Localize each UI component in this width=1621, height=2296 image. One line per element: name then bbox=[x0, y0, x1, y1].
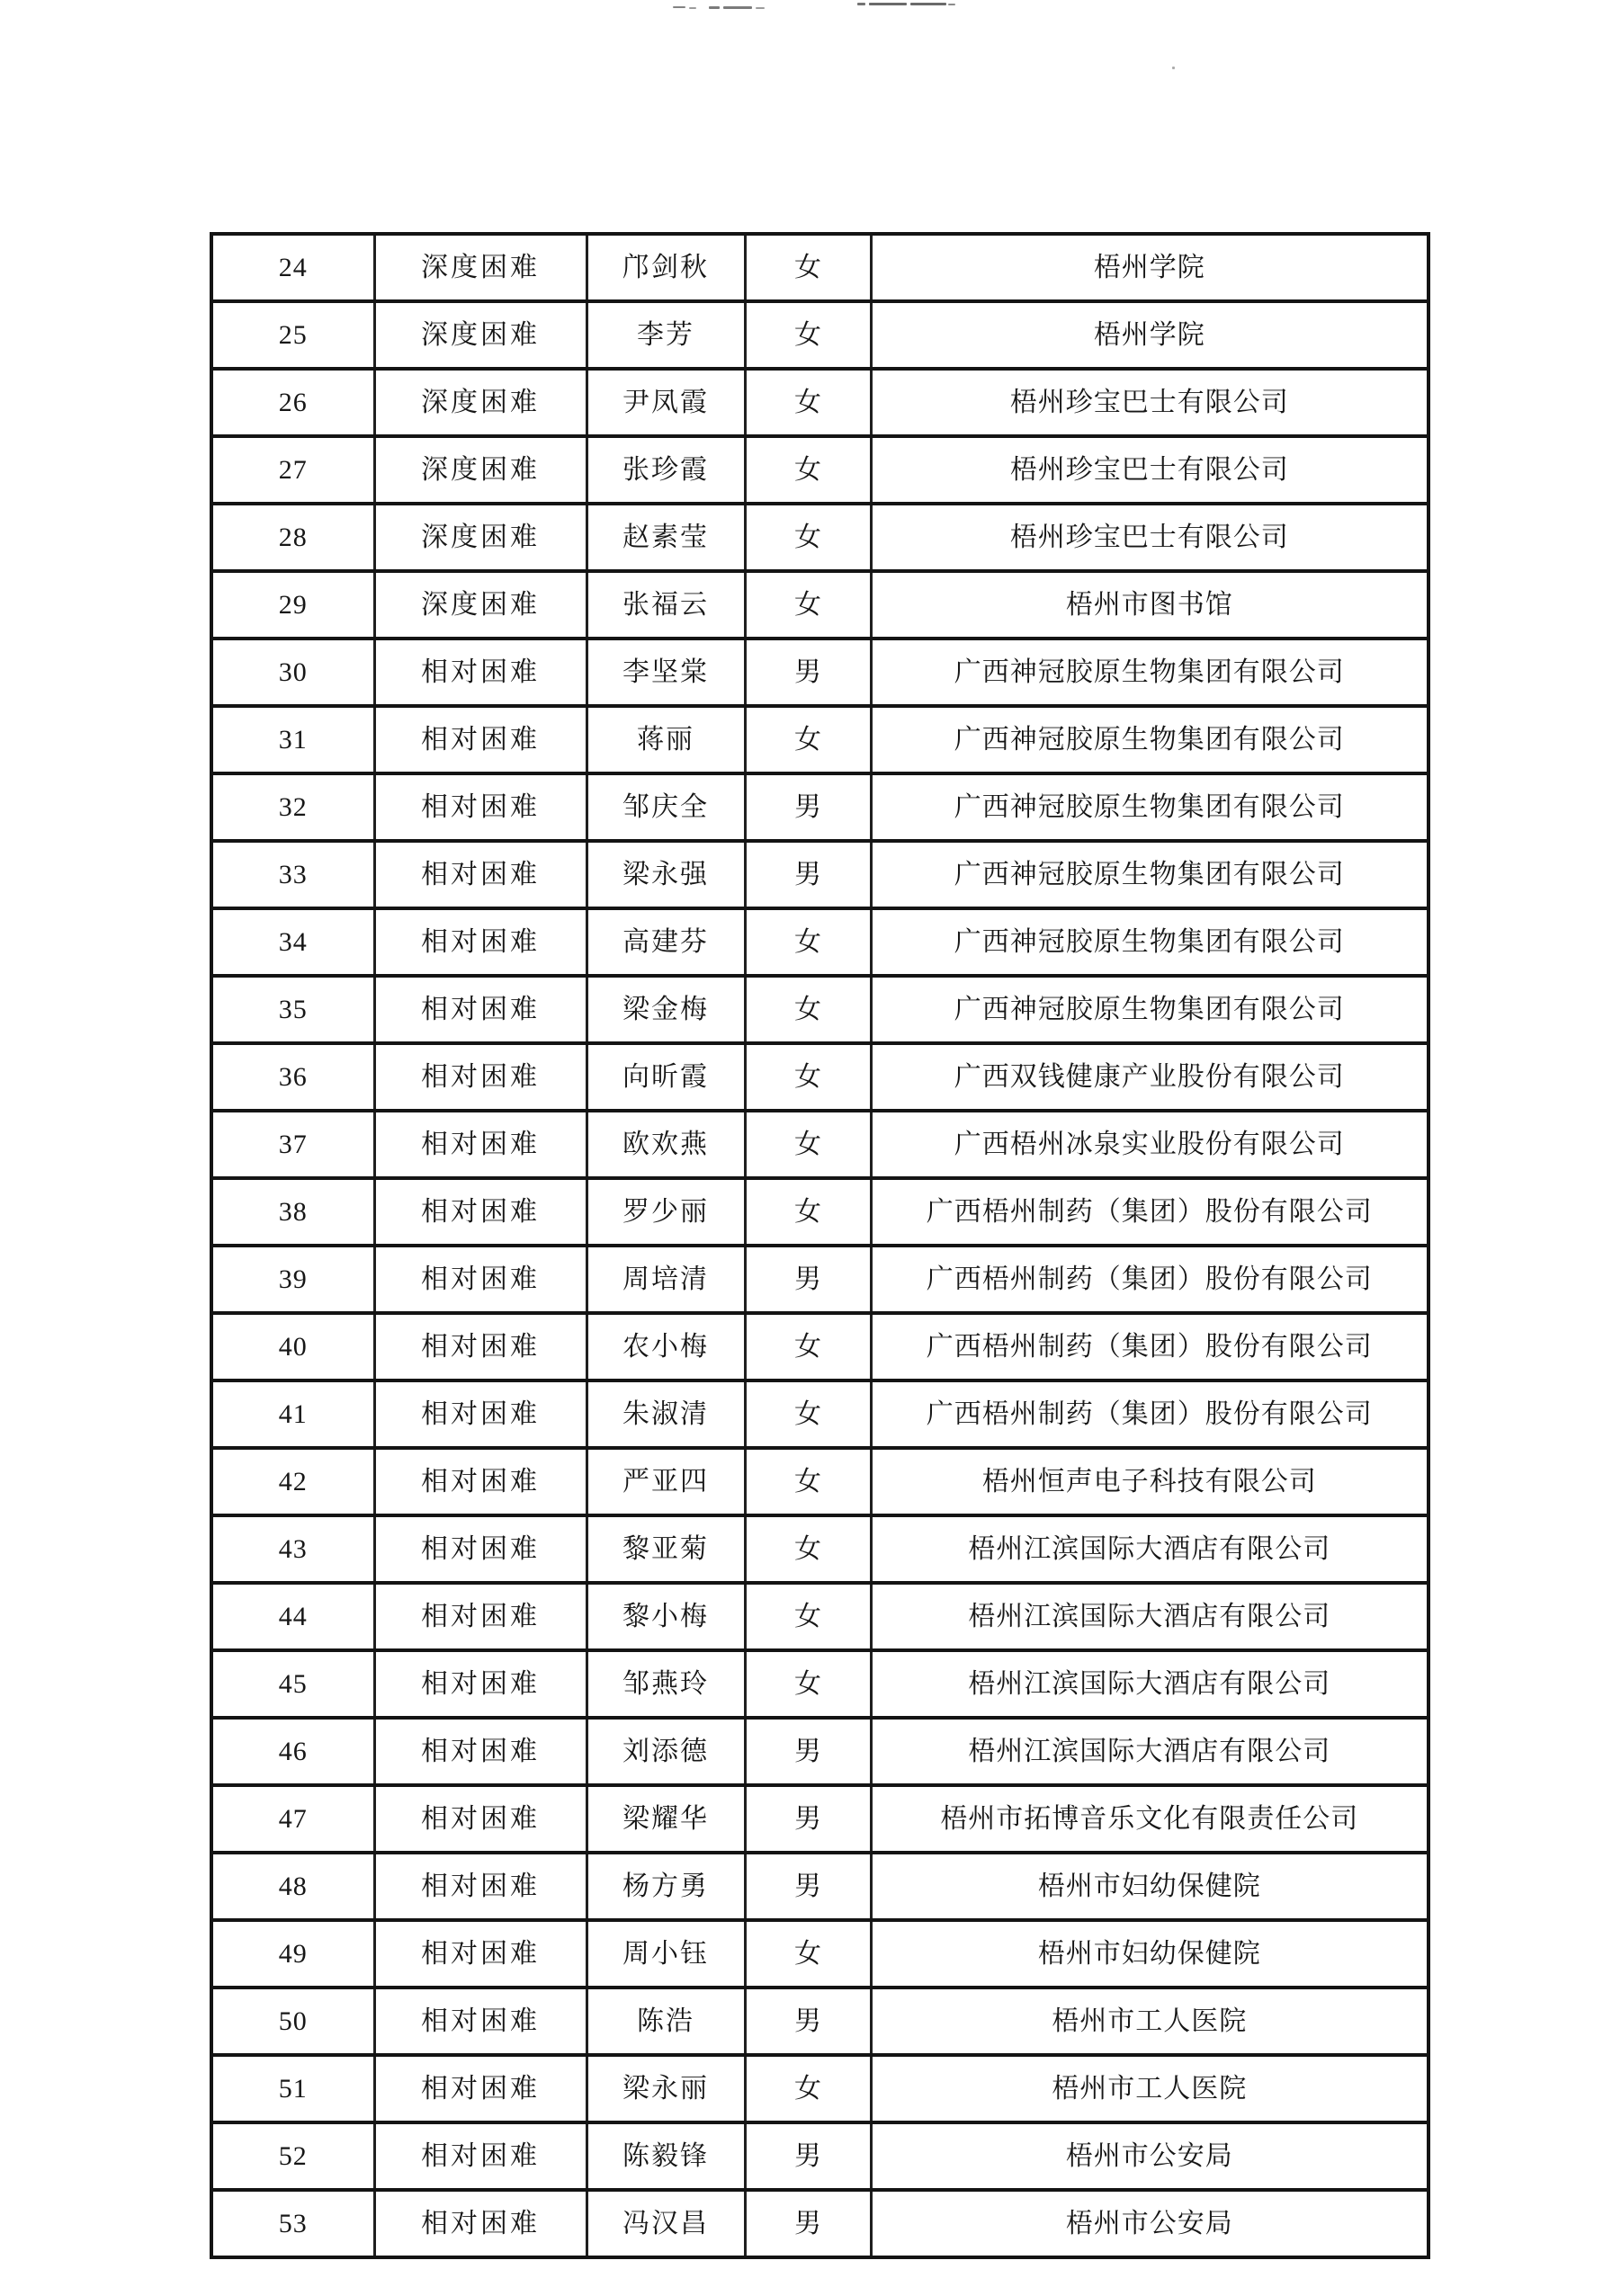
serial-cell: 51 bbox=[211, 2055, 374, 2122]
name-cell: 冯汉昌 bbox=[587, 2190, 745, 2257]
serial-cell: 36 bbox=[211, 1043, 374, 1111]
serial-cell: 39 bbox=[211, 1246, 374, 1313]
employer-cell: 梧州市工人医院 bbox=[871, 2055, 1428, 2122]
difficulty-cell: 相对困难 bbox=[374, 1515, 587, 1583]
gender-cell: 女 bbox=[745, 706, 871, 773]
scan-artifact bbox=[869, 3, 907, 5]
gender-cell: 男 bbox=[745, 1718, 871, 1785]
serial-cell: 42 bbox=[211, 1448, 374, 1515]
employer-cell: 梧州学院 bbox=[871, 301, 1428, 369]
name-cell: 邹庆全 bbox=[587, 773, 745, 841]
difficulty-cell: 相对困难 bbox=[374, 1448, 587, 1515]
difficulty-cell: 相对困难 bbox=[374, 2122, 587, 2190]
name-cell: 梁永丽 bbox=[587, 2055, 745, 2122]
serial-cell: 53 bbox=[211, 2190, 374, 2257]
serial-cell: 27 bbox=[211, 436, 374, 504]
serial-cell: 26 bbox=[211, 369, 374, 436]
serial-cell: 37 bbox=[211, 1111, 374, 1178]
gender-cell: 男 bbox=[745, 773, 871, 841]
difficulty-cell: 深度困难 bbox=[374, 571, 587, 639]
employer-cell: 梧州市妇幼保健院 bbox=[871, 1853, 1428, 1920]
serial-cell: 33 bbox=[211, 841, 374, 908]
name-cell: 张福云 bbox=[587, 571, 745, 639]
gender-cell: 女 bbox=[745, 504, 871, 571]
table-row bbox=[211, 1380, 1428, 1448]
scan-artifact bbox=[673, 6, 685, 8]
gender-cell: 男 bbox=[745, 2190, 871, 2257]
name-cell: 梁耀华 bbox=[587, 1785, 745, 1853]
table-row bbox=[211, 1448, 1428, 1515]
employer-cell: 广西梧州制药（集团）股份有限公司 bbox=[871, 1313, 1428, 1380]
serial-cell: 38 bbox=[211, 1178, 374, 1246]
scan-artifact bbox=[948, 4, 955, 5]
employer-cell: 梧州市公安局 bbox=[871, 2190, 1428, 2257]
table-row bbox=[211, 1718, 1428, 1785]
difficulty-cell: 深度困难 bbox=[374, 369, 587, 436]
serial-cell: 49 bbox=[211, 1920, 374, 1988]
employer-cell: 梧州恒声电子科技有限公司 bbox=[871, 1448, 1428, 1515]
serial-cell: 25 bbox=[211, 301, 374, 369]
serial-cell: 35 bbox=[211, 976, 374, 1043]
roster-table-body bbox=[211, 234, 1428, 2257]
table-row bbox=[211, 1988, 1428, 2055]
name-cell: 农小梅 bbox=[587, 1313, 745, 1380]
serial-cell: 43 bbox=[211, 1515, 374, 1583]
name-cell: 罗少丽 bbox=[587, 1178, 745, 1246]
gender-cell: 女 bbox=[745, 1313, 871, 1380]
gender-cell: 女 bbox=[745, 1178, 871, 1246]
table-row bbox=[211, 1043, 1428, 1111]
difficulty-cell: 相对困难 bbox=[374, 639, 587, 706]
employer-cell: 广西神冠胶原生物集团有限公司 bbox=[871, 773, 1428, 841]
difficulty-cell: 相对困难 bbox=[374, 1853, 587, 1920]
table-row bbox=[211, 1111, 1428, 1178]
name-cell: 李坚棠 bbox=[587, 639, 745, 706]
employer-cell: 广西双钱健康产业股份有限公司 bbox=[871, 1043, 1428, 1111]
difficulty-cell: 相对困难 bbox=[374, 1718, 587, 1785]
table-row bbox=[211, 1785, 1428, 1853]
serial-cell: 32 bbox=[211, 773, 374, 841]
gender-cell: 女 bbox=[745, 436, 871, 504]
employer-cell: 广西神冠胶原生物集团有限公司 bbox=[871, 639, 1428, 706]
gender-cell: 女 bbox=[745, 2055, 871, 2122]
employer-cell: 梧州珍宝巴士有限公司 bbox=[871, 504, 1428, 571]
table-row bbox=[211, 234, 1428, 301]
employer-cell: 梧州江滨国际大酒店有限公司 bbox=[871, 1583, 1428, 1650]
difficulty-cell: 相对困难 bbox=[374, 841, 587, 908]
employer-cell: 广西神冠胶原生物集团有限公司 bbox=[871, 976, 1428, 1043]
difficulty-cell: 相对困难 bbox=[374, 1178, 587, 1246]
table-row bbox=[211, 1515, 1428, 1583]
serial-cell: 50 bbox=[211, 1988, 374, 2055]
scan-artifact bbox=[756, 7, 765, 9]
table-row bbox=[211, 571, 1428, 639]
gender-cell: 男 bbox=[745, 841, 871, 908]
table-row bbox=[211, 504, 1428, 571]
name-cell: 邝剑秋 bbox=[587, 234, 745, 301]
gender-cell: 女 bbox=[745, 571, 871, 639]
difficulty-cell: 相对困难 bbox=[374, 1380, 587, 1448]
serial-cell: 45 bbox=[211, 1650, 374, 1718]
employer-cell: 广西神冠胶原生物集团有限公司 bbox=[871, 706, 1428, 773]
serial-cell: 24 bbox=[211, 234, 374, 301]
serial-cell: 34 bbox=[211, 908, 374, 976]
table-row bbox=[211, 1853, 1428, 1920]
difficulty-cell: 相对困难 bbox=[374, 1920, 587, 1988]
employer-cell: 梧州江滨国际大酒店有限公司 bbox=[871, 1650, 1428, 1718]
employer-cell: 广西梧州制药（集团）股份有限公司 bbox=[871, 1246, 1428, 1313]
table-row bbox=[211, 2190, 1428, 2257]
table-row bbox=[211, 1920, 1428, 1988]
table-row bbox=[211, 841, 1428, 908]
gender-cell: 女 bbox=[745, 976, 871, 1043]
subsidy-roster-table bbox=[210, 232, 1430, 2259]
difficulty-cell: 相对困难 bbox=[374, 908, 587, 976]
serial-cell: 28 bbox=[211, 504, 374, 571]
table-row bbox=[211, 1246, 1428, 1313]
table-row bbox=[211, 706, 1428, 773]
gender-cell: 女 bbox=[745, 1448, 871, 1515]
employer-cell: 梧州江滨国际大酒店有限公司 bbox=[871, 1515, 1428, 1583]
name-cell: 蒋丽 bbox=[587, 706, 745, 773]
name-cell: 李芳 bbox=[587, 301, 745, 369]
difficulty-cell: 深度困难 bbox=[374, 504, 587, 571]
table-row bbox=[211, 2055, 1428, 2122]
table-row bbox=[211, 301, 1428, 369]
table-row bbox=[211, 2122, 1428, 2190]
difficulty-cell: 相对困难 bbox=[374, 1313, 587, 1380]
table-row bbox=[211, 773, 1428, 841]
employer-cell: 梧州市公安局 bbox=[871, 2122, 1428, 2190]
scan-artifact bbox=[689, 7, 696, 9]
serial-cell: 47 bbox=[211, 1785, 374, 1853]
table-row bbox=[211, 436, 1428, 504]
difficulty-cell: 深度困难 bbox=[374, 436, 587, 504]
gender-cell: 男 bbox=[745, 639, 871, 706]
name-cell: 周培清 bbox=[587, 1246, 745, 1313]
difficulty-cell: 相对困难 bbox=[374, 1043, 587, 1111]
difficulty-cell: 相对困难 bbox=[374, 2190, 587, 2257]
gender-cell: 女 bbox=[745, 1111, 871, 1178]
name-cell: 严亚四 bbox=[587, 1448, 745, 1515]
table-row bbox=[211, 369, 1428, 436]
name-cell: 陈浩 bbox=[587, 1988, 745, 2055]
scan-artifact bbox=[1172, 67, 1175, 69]
gender-cell: 男 bbox=[745, 1853, 871, 1920]
serial-cell: 41 bbox=[211, 1380, 374, 1448]
serial-cell: 48 bbox=[211, 1853, 374, 1920]
name-cell: 赵素莹 bbox=[587, 504, 745, 571]
table-row bbox=[211, 1583, 1428, 1650]
difficulty-cell: 相对困难 bbox=[374, 1583, 587, 1650]
gender-cell: 男 bbox=[745, 1988, 871, 2055]
scan-artifact bbox=[709, 6, 720, 9]
name-cell: 尹凤霞 bbox=[587, 369, 745, 436]
table-row bbox=[211, 908, 1428, 976]
difficulty-cell: 深度困难 bbox=[374, 301, 587, 369]
gender-cell: 女 bbox=[745, 301, 871, 369]
difficulty-cell: 深度困难 bbox=[374, 234, 587, 301]
table-row bbox=[211, 976, 1428, 1043]
name-cell: 刘添德 bbox=[587, 1718, 745, 1785]
name-cell: 黎亚菊 bbox=[587, 1515, 745, 1583]
name-cell: 周小钰 bbox=[587, 1920, 745, 1988]
gender-cell: 男 bbox=[745, 1785, 871, 1853]
serial-cell: 30 bbox=[211, 639, 374, 706]
name-cell: 欧欢燕 bbox=[587, 1111, 745, 1178]
name-cell: 邹燕玲 bbox=[587, 1650, 745, 1718]
difficulty-cell: 相对困难 bbox=[374, 1785, 587, 1853]
gender-cell: 女 bbox=[745, 1650, 871, 1718]
employer-cell: 广西神冠胶原生物集团有限公司 bbox=[871, 908, 1428, 976]
difficulty-cell: 相对困难 bbox=[374, 1246, 587, 1313]
serial-cell: 46 bbox=[211, 1718, 374, 1785]
serial-cell: 31 bbox=[211, 706, 374, 773]
name-cell: 黎小梅 bbox=[587, 1583, 745, 1650]
difficulty-cell: 相对困难 bbox=[374, 706, 587, 773]
serial-cell: 52 bbox=[211, 2122, 374, 2190]
table-row bbox=[211, 639, 1428, 706]
difficulty-cell: 相对困难 bbox=[374, 1111, 587, 1178]
gender-cell: 女 bbox=[745, 1583, 871, 1650]
name-cell: 朱淑清 bbox=[587, 1380, 745, 1448]
name-cell: 高建芬 bbox=[587, 908, 745, 976]
name-cell: 陈毅锋 bbox=[587, 2122, 745, 2190]
gender-cell: 女 bbox=[745, 908, 871, 976]
employer-cell: 梧州学院 bbox=[871, 234, 1428, 301]
difficulty-cell: 相对困难 bbox=[374, 1650, 587, 1718]
scan-artifact bbox=[857, 3, 865, 5]
serial-cell: 44 bbox=[211, 1583, 374, 1650]
gender-cell: 女 bbox=[745, 234, 871, 301]
employer-cell: 梧州市工人医院 bbox=[871, 1988, 1428, 2055]
difficulty-cell: 相对困难 bbox=[374, 773, 587, 841]
gender-cell: 男 bbox=[745, 2122, 871, 2190]
table-row bbox=[211, 1313, 1428, 1380]
table-row bbox=[211, 1650, 1428, 1718]
scan-artifact bbox=[723, 6, 752, 9]
gender-cell: 女 bbox=[745, 1920, 871, 1988]
gender-cell: 女 bbox=[745, 1043, 871, 1111]
difficulty-cell: 相对困难 bbox=[374, 976, 587, 1043]
employer-cell: 梧州市拓博音乐文化有限责任公司 bbox=[871, 1785, 1428, 1853]
gender-cell: 男 bbox=[745, 1246, 871, 1313]
employer-cell: 梧州珍宝巴士有限公司 bbox=[871, 436, 1428, 504]
gender-cell: 女 bbox=[745, 369, 871, 436]
employer-cell: 梧州江滨国际大酒店有限公司 bbox=[871, 1718, 1428, 1785]
gender-cell: 女 bbox=[745, 1380, 871, 1448]
employer-cell: 梧州市妇幼保健院 bbox=[871, 1920, 1428, 1988]
difficulty-cell: 相对困难 bbox=[374, 2055, 587, 2122]
name-cell: 张珍霞 bbox=[587, 436, 745, 504]
employer-cell: 广西梧州冰泉实业股份有限公司 bbox=[871, 1111, 1428, 1178]
name-cell: 向昕霞 bbox=[587, 1043, 745, 1111]
employer-cell: 广西梧州制药（集团）股份有限公司 bbox=[871, 1178, 1428, 1246]
employer-cell: 梧州珍宝巴士有限公司 bbox=[871, 369, 1428, 436]
serial-cell: 40 bbox=[211, 1313, 374, 1380]
name-cell: 杨方勇 bbox=[587, 1853, 745, 1920]
name-cell: 梁金梅 bbox=[587, 976, 745, 1043]
employer-cell: 广西梧州制药（集团）股份有限公司 bbox=[871, 1380, 1428, 1448]
scan-artifact bbox=[910, 3, 946, 5]
table-row bbox=[211, 1178, 1428, 1246]
serial-cell: 29 bbox=[211, 571, 374, 639]
employer-cell: 广西神冠胶原生物集团有限公司 bbox=[871, 841, 1428, 908]
employer-cell: 梧州市图书馆 bbox=[871, 571, 1428, 639]
name-cell: 梁永强 bbox=[587, 841, 745, 908]
gender-cell: 女 bbox=[745, 1515, 871, 1583]
difficulty-cell: 相对困难 bbox=[374, 1988, 587, 2055]
